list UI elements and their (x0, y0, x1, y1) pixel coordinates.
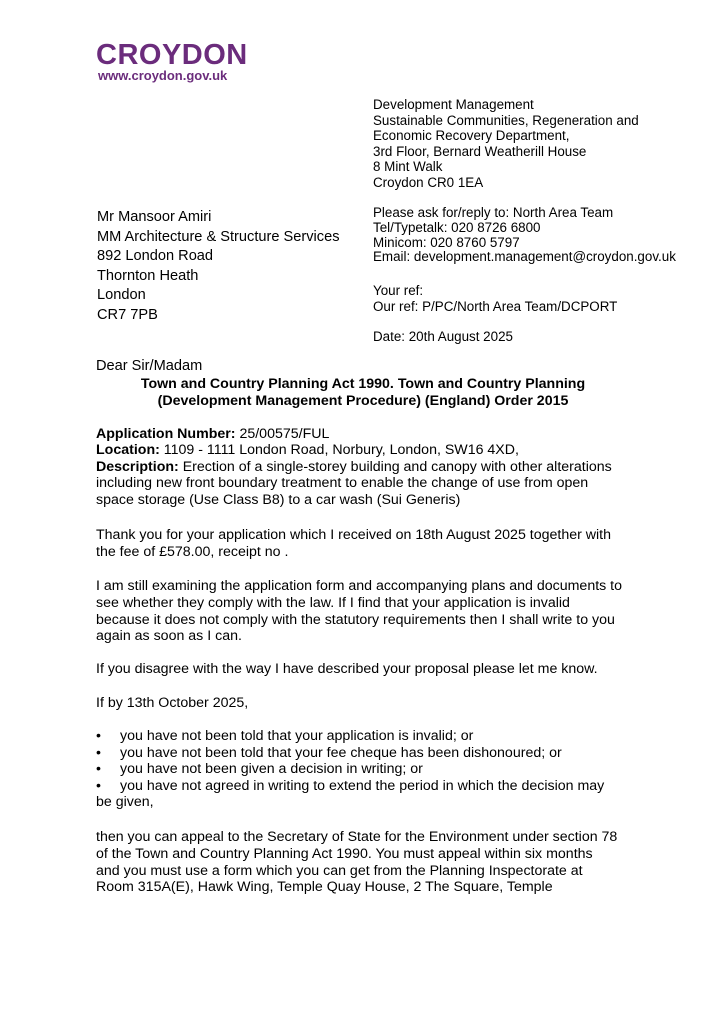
bullet-icon: • (96, 728, 101, 744)
contact-block (373, 206, 676, 265)
council-logo-wordmark: CROYDON (96, 39, 248, 71)
contact-email[interactable]: Email: development.management@croydon.gov.uk (373, 249, 676, 265)
council-website-link[interactable]: www.croydon.gov.uk (98, 68, 228, 83)
location-value: 1109 - 1111 London Road, Norbury, London, SW16 4XD, (159, 442, 519, 459)
paragraph-line: Thank you for your application which I received on 18th August 2025 together with (96, 527, 612, 543)
act-title-line: Town and Country Planning Act 1990. Town and Country Planning (140, 376, 586, 392)
act-title-line: (Development Management Procedure) (England) Order 2015 (157, 392, 569, 409)
contact-line: Minicom: 020 8760 5797 (373, 234, 520, 250)
application-number: 25/00575/FUL (235, 426, 330, 442)
description-line: space storage (Use Class B8) to a car wash (Sui Generis) (96, 491, 461, 508)
description-label: Description: (96, 458, 179, 475)
contact-line: Please ask for/reply to: North Area Team (373, 205, 614, 220)
list-item-text: you have not been told that your fee cheque has been dishonoured; or (120, 744, 562, 761)
list-item (96, 745, 646, 762)
bullet-icon: • (96, 744, 101, 761)
location-row (96, 442, 641, 458)
paragraph-line: Room 315A(E), Hawk Wing, Temple Quay House, 2 The Square, Temple (96, 879, 553, 896)
addressee-line: CR7 7PB (97, 306, 158, 323)
department-line: 3rd Floor, Bernard Weatherill House (373, 143, 587, 159)
application-details (96, 426, 641, 508)
list-item-text: you have not been told that your application is invalid; or (120, 728, 474, 744)
bullet-icon: • (96, 777, 101, 794)
paragraph-line: of the Town and Country Planning Act 1990. You must appeal within six months (96, 845, 593, 862)
conditions-list (96, 728, 646, 811)
description-row (96, 459, 641, 475)
paragraph-line: I am still examining the application form and accompanying plans and documents to (96, 578, 623, 594)
department-line: Sustainable Communities, Regeneration and (373, 112, 639, 128)
addressee-line: 892 London Road (97, 248, 214, 265)
paragraph-appeal (96, 829, 646, 896)
list-item-text: you have not been given a decision in writing; or (120, 761, 423, 778)
paragraph-line: and you must use a form which you can get from the Planning Inspectorate at (96, 862, 583, 879)
list-item (96, 728, 646, 745)
department-line: 8 Mint Walk (373, 159, 443, 175)
letter-date: Date: 20th August 2025 (373, 329, 513, 344)
list-item-continuation: be given, (96, 794, 154, 811)
salutation: Dear Sir/Madam (96, 358, 203, 374)
application-number-row (96, 426, 641, 442)
addressee-line: Thornton Heath (97, 267, 199, 284)
description-line: including new front boundary treatment to enable the change of use from open (96, 475, 589, 492)
our-reference: Our ref: P/PC/North Area Team/DCPORT (373, 298, 618, 314)
paragraph-line: because it does not comply with the statutory requirements then I shall write to you (96, 611, 615, 628)
addressee-line: MM Architecture & Structure Services (97, 228, 340, 245)
paragraph-line: see whether they comply with the law. If I find that your application is invalid (96, 594, 570, 611)
department-line: Development Management (373, 97, 534, 112)
list-item-text: you have not agreed in writing to extend the period in which the decision may (120, 777, 605, 794)
location-label: Location: (96, 442, 160, 459)
paragraph-examination (96, 578, 646, 645)
paragraph-deadline: If by 13th October 2025, (96, 695, 249, 711)
paragraph-line: the fee of £578.00, receipt no . (96, 543, 289, 560)
department-line: Croydon CR0 1EA (373, 174, 484, 190)
act-title (96, 376, 630, 409)
reference-block (373, 283, 617, 314)
list-item (96, 761, 646, 778)
bullet-icon: • (96, 761, 101, 778)
paragraph-line: again as soon as I can. (96, 628, 242, 645)
addressee-line: Mr Mansoor Amiri (97, 209, 212, 225)
paragraph-receipt (96, 527, 646, 561)
contact-line: Tel/Typetalk: 020 8726 6800 (373, 219, 541, 235)
department-line: Economic Recovery Department, (373, 128, 570, 144)
paragraph-line: then you can appeal to the Secretary of State for the Environment under section 78 (96, 829, 618, 845)
list-item (96, 778, 646, 795)
paragraph-disagree: If you disagree with the way I have described your proposal please let me know. (96, 661, 598, 677)
application-number-label: Application Number: (96, 426, 236, 442)
description-value: Erection of a single-storey building and canopy with other alterations (178, 458, 612, 475)
your-reference: Your ref: (373, 283, 424, 298)
addressee-block (97, 208, 340, 326)
department-address-block (373, 97, 639, 191)
addressee-line: London (97, 287, 146, 304)
